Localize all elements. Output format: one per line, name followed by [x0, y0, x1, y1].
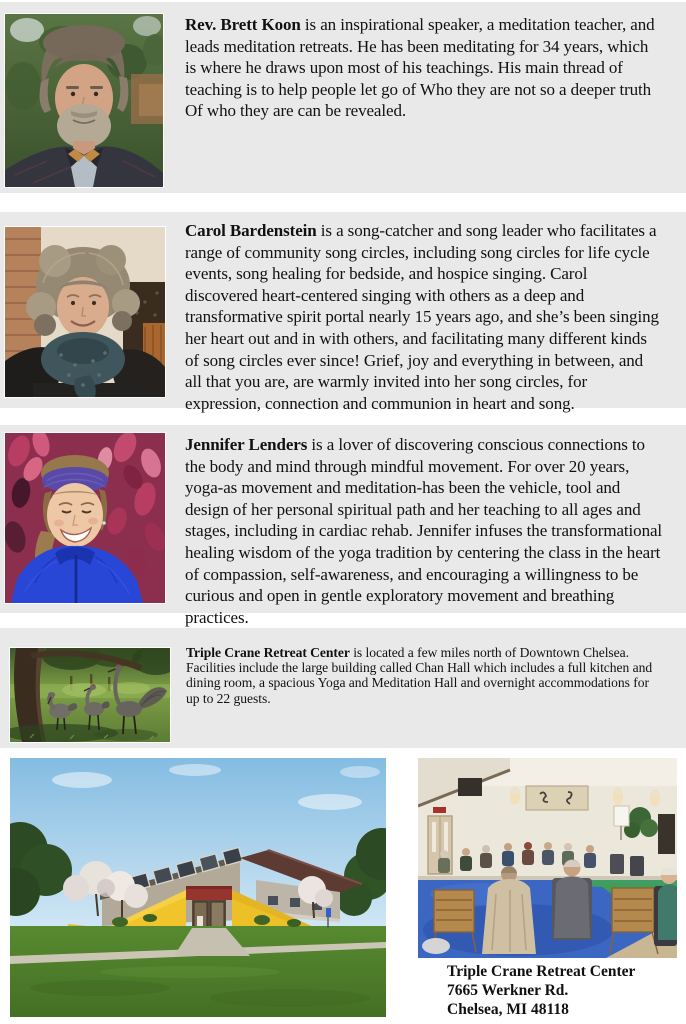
place-description: is located a few miles north of Downtown Chelsea. Facilities include the large building called Chan Hall which includes a full kitchen and dining room, a spacious Yoga and Meditation Hall and overnight accommodations for up to 22 guests.	[186, 645, 653, 706]
bio-section-carol-bardenstein	[0, 212, 686, 413]
bio-paragraph	[185, 434, 663, 628]
photo-chan-hall-building	[10, 758, 386, 1017]
address-line-3: Chelsea, MI 48118	[447, 1000, 569, 1018]
photo-jennifer-lenders	[5, 433, 165, 603]
section-retreat-center-info	[0, 628, 686, 748]
bio-paragraph	[185, 220, 663, 414]
person-name: Jennifer Lenders	[185, 435, 308, 454]
photo-brett-koon	[5, 14, 163, 187]
person-bio: is a song-catcher and song leader who facilitates a range of community song circles, including song circles for life cycle events, song healing for bedside, and hospice singing. Carol discovered heart-centered singing with others as a deep and transformative spirit portal nearly 15 years ago, and she’s been singing her heart out and in with others, and facilitating many different kinds of song circles ever since! Grief, joy and everything in between, and all that you are, are warmly invited into her song circles, for expression, connection and communion in heart and song.	[185, 221, 659, 413]
meditation-hall-illustration	[418, 758, 677, 958]
portrait-illustration	[5, 227, 165, 397]
place-name: Triple Crane Retreat Center	[186, 645, 350, 660]
person-name: Carol Bardenstein	[185, 221, 317, 240]
photo-carol-bardenstein	[5, 227, 165, 397]
retreat-address	[447, 963, 677, 1019]
address-line-1: Triple Crane Retreat Center	[447, 963, 636, 980]
address-line-2: 7665 Werkner Rd.	[447, 981, 569, 999]
building-illustration	[10, 758, 386, 1017]
info-paragraph	[186, 645, 654, 706]
person-bio: is a lover of discovering conscious connections to the body and mind through mindful movement. For over 20 years, yoga-as movement and meditation-has been the vehicle, tool and design of her personal spiritual path and her teaching to all ages and stages, including in cardiac rehab. Jennifer infuses the transformational healing wisdom of the yoga tradition by centering the class in the heart of compassion, self-awareness, and encouraging a willingness to be curious and open in gentle exploratory movement and breathing practices.	[185, 435, 663, 627]
person-name: Rev. Brett Koon	[185, 15, 301, 34]
portrait-illustration	[5, 14, 163, 187]
cranes-illustration	[10, 648, 170, 742]
bio-paragraph	[185, 14, 663, 122]
bio-section-brett-koon	[0, 2, 686, 193]
portrait-illustration	[5, 433, 165, 603]
photo-sandhill-cranes	[10, 648, 170, 742]
person-bio: is an inspirational speaker, a meditation teacher, and leads meditation retreats. He has been meditating for 34 years, which is where he draws upon most of his teachings. His main thread of teaching is to help people let go of Who they are not so a deeper truth Of who they are can be revealed.	[185, 15, 655, 121]
photo-meditation-hall	[418, 758, 677, 958]
bio-section-jennifer-lenders	[0, 425, 686, 627]
